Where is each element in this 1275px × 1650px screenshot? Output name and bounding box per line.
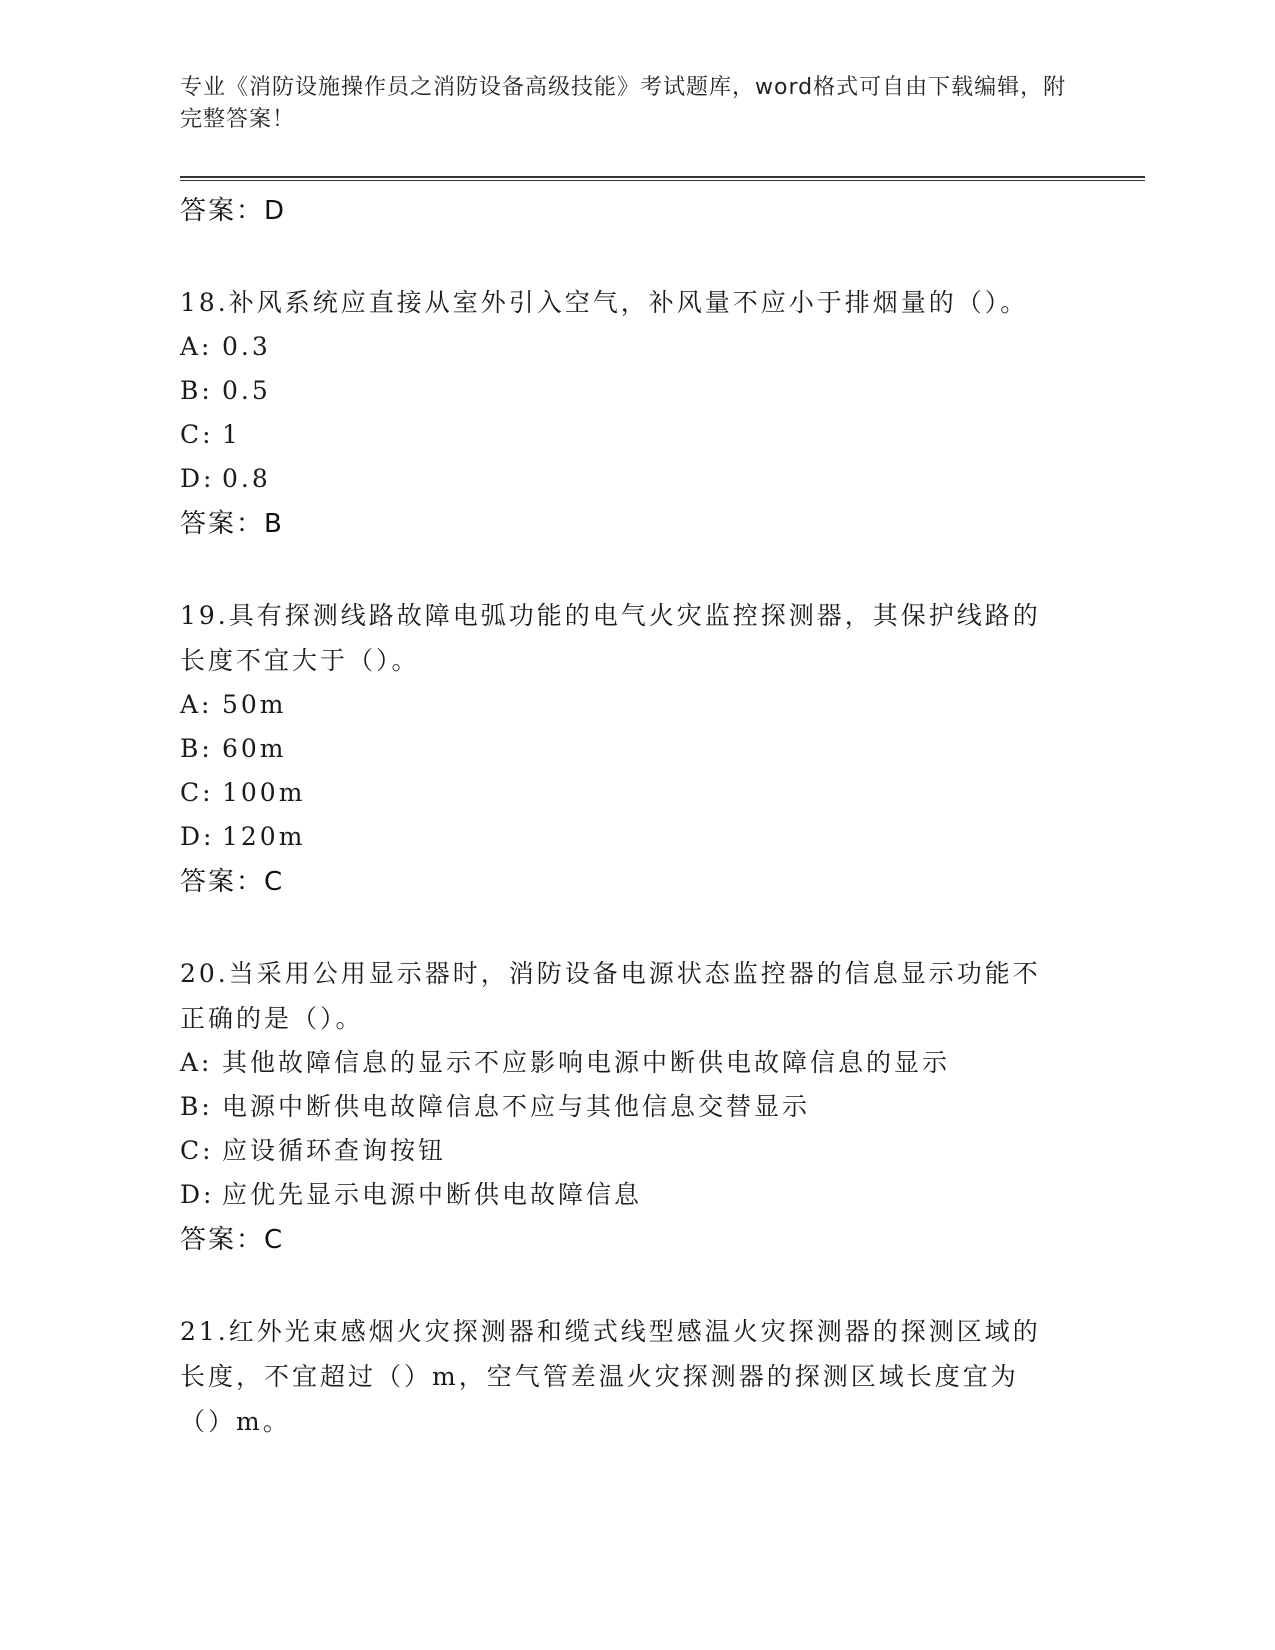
option-key: B:: [180, 734, 213, 763]
document-page: [180, 0, 1145, 1650]
option-value: 100m: [222, 778, 306, 807]
answer-label: 答案：B: [180, 509, 284, 539]
option-key: A:: [180, 1048, 213, 1077]
option-key: D:: [180, 822, 215, 851]
question-block: [180, 593, 1060, 905]
answer-label: 答案：D: [180, 196, 287, 226]
question-text: 19.具有探测线路故障电弧功能的电气火灾监控探测器，其保护线路的长度不宜大于（）。: [180, 601, 1041, 675]
option-value: 1: [222, 420, 241, 449]
option-c: [180, 413, 1060, 457]
question-block: [180, 951, 1060, 1263]
option-key: C:: [180, 420, 214, 449]
option-value: 0.5: [222, 376, 271, 405]
option-value: 其他故障信息的显示不应影响电源中断供电故障信息的显示: [222, 1048, 951, 1077]
option-value: 0.3: [222, 332, 271, 361]
option-key: C:: [180, 1136, 214, 1165]
option-value: 0.8: [222, 464, 271, 493]
option-d: [180, 815, 1060, 859]
option-b: [180, 369, 1060, 413]
option-value: 应设循环查询按钮: [222, 1136, 447, 1165]
question-text: 18.补风系统应直接从室外引入空气，补风量不应小于排烟量的（）。: [180, 288, 1029, 317]
option-d: [180, 1173, 1060, 1217]
option-key: B:: [180, 1092, 213, 1121]
option-key: C:: [180, 778, 214, 807]
option-key: D:: [180, 464, 215, 493]
page-header-text: 专业《消防设施操作员之消防设备高级技能》考试题库，word格式可自由下载编辑，附完整答案！: [180, 75, 1067, 132]
answer-label: 答案：C: [180, 1225, 285, 1255]
question-block: [180, 280, 1060, 547]
option-a: [180, 1041, 1060, 1085]
option-b: [180, 727, 1060, 771]
question-text: 21.红外光束感烟火灾探测器和缆式线型感温火灾探测器的探测区域的长度，不宜超过（）m，空气管差温火灾探测器的探测区域长度宜为（）m。: [180, 1317, 1041, 1436]
option-d: [180, 457, 1060, 501]
option-key: D:: [180, 1180, 215, 1209]
header-divider: [180, 176, 1145, 181]
option-c: [180, 1129, 1060, 1173]
question-block: [180, 1309, 1060, 1444]
option-a: [180, 325, 1060, 369]
option-value: 电源中断供电故障信息不应与其他信息交替显示: [222, 1092, 811, 1121]
option-key: B:: [180, 376, 213, 405]
option-c: [180, 771, 1060, 815]
option-key: A:: [180, 332, 213, 361]
option-key: A:: [180, 690, 213, 719]
option-value: 120m: [222, 822, 306, 851]
question-text: 20.当采用公用显示器时，消防设备电源状态监控器的信息显示功能不正确的是（）。: [180, 959, 1041, 1033]
answer-label: 答案：C: [180, 867, 285, 897]
option-value: 50m: [222, 690, 287, 719]
option-value: 应优先显示电源中断供电故障信息: [222, 1180, 643, 1209]
option-value: 60m: [222, 734, 287, 763]
option-a: [180, 683, 1060, 727]
document-content: [180, 188, 1060, 1444]
option-b: [180, 1085, 1060, 1129]
